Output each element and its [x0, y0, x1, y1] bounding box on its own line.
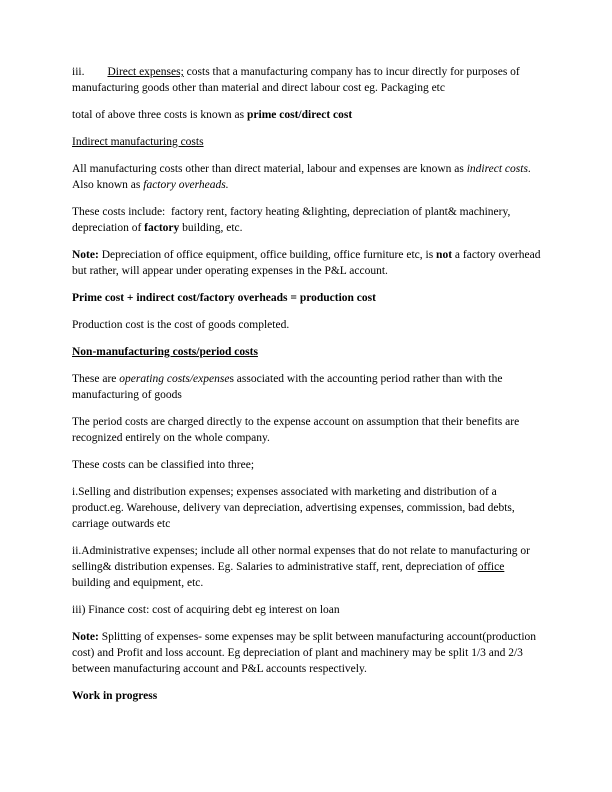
- paragraph: [72, 602, 542, 618]
- text-run: The period costs are charged directly to the expense account on assumption that their benefits are recognized entirely on the whole company.: [72, 416, 523, 444]
- text-run: s associated with the accounting period rather than with the manufacturing of goods: [72, 373, 506, 401]
- paragraph: [72, 688, 542, 704]
- text-run: Production cost is the cost of goods completed.: [72, 319, 290, 331]
- paragraph: [72, 317, 542, 333]
- text-run: . Also known as: [72, 163, 534, 191]
- paragraph: [72, 204, 542, 236]
- paragraph: [72, 629, 542, 677]
- paragraph: [72, 247, 542, 279]
- text-run: ii.Administrative expenses; include all other normal expenses that do not relate to manufacturing or selling& distribution expenses. Eg. Salaries to administrative staff, rent, depreciation of: [72, 545, 533, 573]
- paragraph: [72, 543, 542, 591]
- text-run: Non-manufacturing costs/period costs: [72, 346, 258, 358]
- document-body: [72, 64, 542, 704]
- text-run: Depreciation of office equipment, office building, office furniture etc, is: [98, 249, 437, 261]
- text-run: iii) Finance cost: cost of acquiring debt eg interest on loan: [72, 604, 340, 616]
- text-run: factory overheads.: [143, 179, 229, 191]
- text-run: costs that a manufacturing company has to incur directly for purposes of manufacturing goods other than material and direct labour cost eg. Packaging etc: [72, 66, 523, 94]
- paragraph: [72, 414, 542, 446]
- text-run: All manufacturing costs other than direct material, labour and expenses are known as: [72, 163, 467, 175]
- text-run: building, etc.: [179, 222, 243, 234]
- text-run: Prime cost + indirect cost/factory overheads = production cost: [72, 292, 376, 304]
- paragraph: [72, 161, 542, 193]
- text-run: Note:: [72, 631, 99, 643]
- text-run: i.Selling and distribution expenses; expenses associated with marketing and distribution of a product.eg. Warehouse, delivery van depreciation, advertising expenses, commission, bad debts, carriage outwards etc: [72, 486, 518, 530]
- text-run: These are: [72, 373, 120, 385]
- text-run: prime cost/direct cost: [247, 109, 353, 121]
- paragraph: [72, 64, 542, 96]
- text-run: Work in progress: [72, 690, 158, 702]
- paragraph: [72, 457, 542, 473]
- paragraph: [72, 371, 542, 403]
- text-run: total of above three costs is known as: [72, 109, 248, 121]
- text-run: Splitting of expenses- some expenses may be split between manufacturing account(production cost) and Profit and loss account. Eg depreciation of plant and machinery may be split 1/3 and 2/3 between manufacturing account and P&L accounts respectively.: [72, 631, 539, 675]
- paragraph: [72, 290, 542, 306]
- text-run: These costs can be classified into three;: [72, 459, 255, 471]
- text-run: iii.: [72, 66, 108, 78]
- text-run: building and equipment, etc.: [72, 561, 508, 589]
- text-run: operating costs/expense: [119, 373, 230, 385]
- text-run: Direct expenses;: [107, 66, 184, 78]
- text-run: indirect costs: [466, 163, 528, 175]
- paragraph: [72, 134, 542, 150]
- text-run: a factory overhead but rather, will appear under operating expenses in the P&L account.: [72, 249, 544, 277]
- paragraph: [72, 344, 542, 360]
- text-run: not: [436, 249, 453, 261]
- text-run: Note:: [72, 249, 99, 261]
- text-run: factory: [144, 222, 180, 234]
- text-run: office: [477, 561, 505, 573]
- paragraph: [72, 107, 542, 123]
- paragraph: [72, 484, 542, 532]
- text-run: Indirect manufacturing costs: [72, 136, 204, 148]
- text-run: These costs include: factory rent, factory heating &lighting, depreciation of plant& machinery, depreciation of: [72, 206, 514, 234]
